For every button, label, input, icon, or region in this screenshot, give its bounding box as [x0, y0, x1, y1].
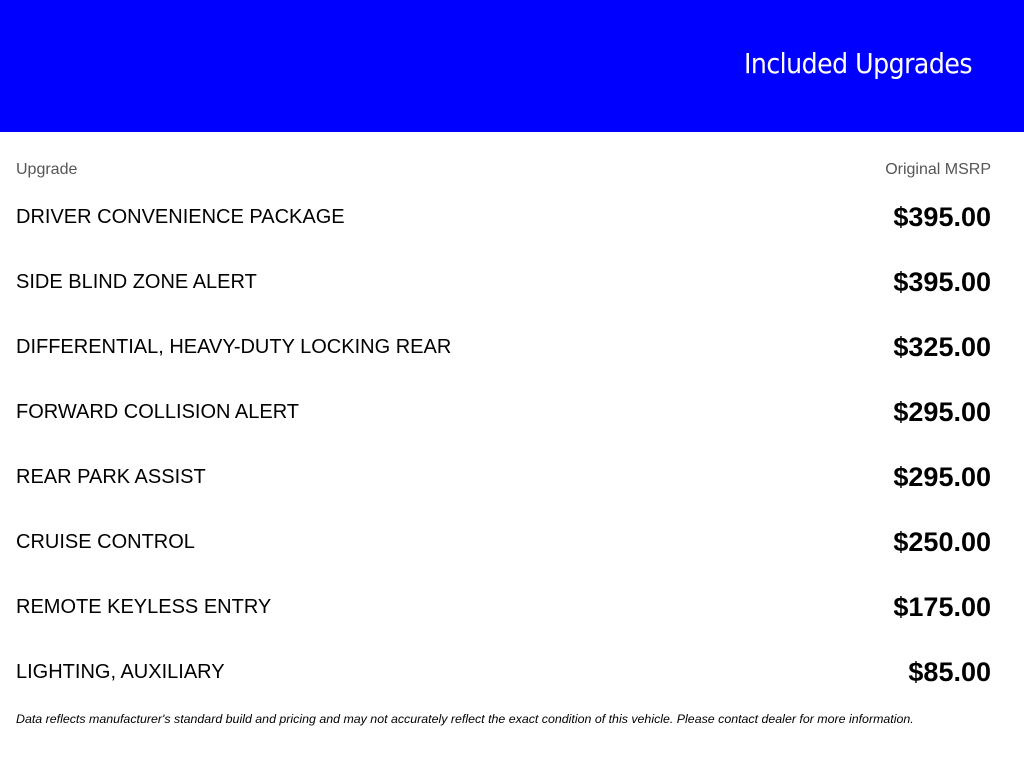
table-row: [16, 250, 991, 315]
column-header-upgrade: Upgrade: [16, 161, 78, 178]
upgrade-price: $250.00: [893, 527, 991, 557]
table-row: [16, 510, 991, 575]
upgrade-name: DIFFERENTIAL, HEAVY-DUTY LOCKING REAR: [16, 336, 452, 358]
upgrade-name: REAR PARK ASSIST: [16, 466, 206, 488]
upgrade-name: LIGHTING, AUXILIARY: [16, 661, 225, 683]
column-header-msrp: Original MSRP: [885, 161, 991, 178]
upgrade-name: FORWARD COLLISION ALERT: [16, 401, 300, 423]
upgrade-list: [16, 185, 991, 705]
table-row: [16, 380, 991, 445]
upgrade-price: $395.00: [893, 202, 991, 232]
upgrade-name: DRIVER CONVENIENCE PACKAGE: [16, 206, 345, 228]
table-row: [16, 640, 991, 705]
page-title: Included Upgrades: [743, 47, 972, 80]
table-row: [16, 185, 991, 250]
upgrade-price: $175.00: [893, 592, 991, 622]
header-banner: [0, 0, 1024, 132]
upgrade-name: CRUISE CONTROL: [16, 531, 195, 553]
upgrade-price: $295.00: [893, 462, 991, 492]
table-row: [16, 315, 991, 380]
upgrade-price: $295.00: [893, 397, 991, 427]
upgrade-price: $85.00: [908, 657, 991, 687]
upgrade-name: REMOTE KEYLESS ENTRY: [16, 596, 272, 618]
upgrade-price: $325.00: [893, 332, 991, 362]
upgrade-name: SIDE BLIND ZONE ALERT: [16, 271, 257, 293]
table-row: [16, 575, 991, 640]
table-header: [16, 160, 991, 180]
upgrade-price: $395.00: [893, 267, 991, 297]
disclaimer-text: Data reflects manufacturer's standard build and pricing and may not accurately reflect the exact condition of this vehicle. Please contact dealer for more information.: [16, 712, 914, 726]
table-row: [16, 445, 991, 510]
